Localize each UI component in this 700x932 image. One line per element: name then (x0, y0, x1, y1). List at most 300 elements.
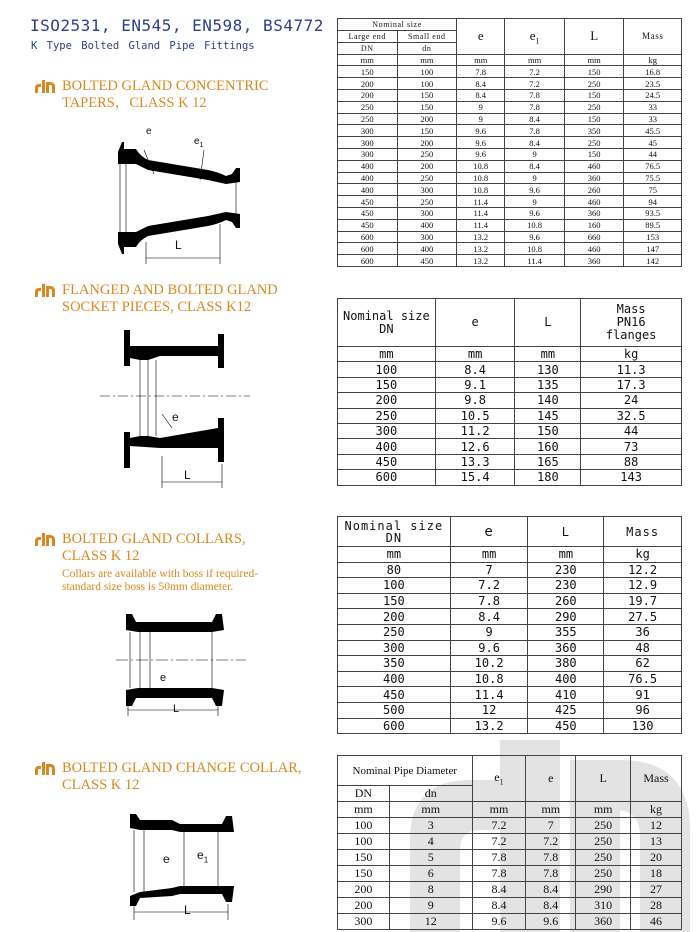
table-row (338, 393, 682, 408)
table-cell: 9 (389, 898, 472, 914)
table-cell: 140 (515, 393, 581, 408)
table-cell: 400 (338, 160, 398, 172)
table-cell: 153 (624, 231, 682, 243)
unit-cell: mm (564, 54, 624, 66)
table-cell: 250 (564, 78, 624, 90)
table-cell: 450 (397, 255, 457, 267)
table-cell: 150 (397, 101, 457, 113)
section-title-line2: CLASS K 12 (62, 548, 140, 564)
table-cell: 180 (515, 470, 581, 485)
unit-cell: mm (450, 547, 528, 563)
table-cell: 7.8 (505, 89, 565, 101)
table-cell: 11.4 (457, 196, 505, 208)
table-cell: 28 (631, 898, 682, 914)
table-cell: 24.5 (624, 89, 682, 101)
table-cell: 400 (397, 243, 457, 255)
unit-cell: mm (338, 802, 390, 818)
table-cell: 10.8 (457, 172, 505, 184)
table-cell: 10.2 (450, 656, 528, 672)
table-cell: 8.4 (472, 882, 526, 898)
table-cell: 8 (389, 882, 472, 898)
header-nominal-pipe-diameter: Nominal Pipe Diameter (338, 756, 473, 786)
table-cell: 13.2 (457, 255, 505, 267)
table-cell: 200 (338, 89, 398, 101)
table-cell: 260 (564, 184, 624, 196)
table-cell: 4 (389, 834, 472, 850)
unit-cell: kg (581, 347, 682, 362)
table-cell: 8.4 (505, 160, 565, 172)
brand-logo-icon (34, 283, 56, 298)
table-cell: 360 (564, 172, 624, 184)
table-cell: 16.8 (624, 66, 682, 78)
table-cell: 93.5 (624, 207, 682, 219)
table-cell: 12 (631, 818, 682, 834)
table-row (338, 834, 682, 850)
socket-piece-drawing (100, 328, 260, 498)
table-row (338, 882, 682, 898)
table-cell: 7.8 (526, 866, 576, 882)
header-dn: dn (389, 786, 472, 802)
table-cell: 8.4 (526, 898, 576, 914)
table-cell: 9 (450, 624, 528, 640)
table-cell: 8.4 (457, 78, 505, 90)
table-cell: 150 (564, 66, 624, 78)
table-cell: 62 (604, 656, 682, 672)
table-row (338, 470, 682, 485)
header-mass: Mass (631, 756, 682, 802)
document-subtitle: K Type Bolted Gland Pipe Fittings (31, 40, 255, 52)
table-cell: 7.2 (472, 818, 526, 834)
table-cell: 7.2 (505, 66, 565, 78)
table-cell: 300 (338, 423, 436, 438)
table-cell: 10.8 (457, 160, 505, 172)
table-cell: 7.2 (505, 78, 565, 90)
table-cell: 400 (338, 671, 451, 687)
table-cell: 400 (338, 184, 398, 196)
table-cell: 11.3 (581, 362, 682, 377)
gland-collar-drawing (116, 610, 246, 720)
header-nominal-size: Nominal size DN (338, 299, 436, 347)
table-row (338, 101, 682, 113)
table-cell: 9.6 (457, 137, 505, 149)
label-L: L (184, 903, 191, 917)
unit-cell: mm (528, 547, 604, 563)
table-cell: 7.8 (472, 866, 526, 882)
units-row (338, 54, 682, 66)
section-title-line1: BOLTED GLAND CHANGE COLLAR, (62, 760, 302, 776)
table-cell: 250 (576, 834, 631, 850)
table-cell: 9.6 (505, 207, 565, 219)
table-cell: 250 (397, 196, 457, 208)
unit-cell: mm (515, 347, 581, 362)
table-cell: 100 (338, 834, 390, 850)
table-cell: 45 (624, 137, 682, 149)
concentric-taper-drawing (108, 124, 258, 274)
table-row (338, 255, 682, 267)
unit-cell: mm (397, 54, 457, 66)
table-cell: 6 (389, 866, 472, 882)
table-cell: 143 (581, 470, 682, 485)
table-cell: 27.5 (604, 609, 682, 625)
table-cell: 300 (397, 184, 457, 196)
table-row (338, 125, 682, 137)
table-cell: 9.6 (505, 231, 565, 243)
table-cell: 100 (338, 362, 436, 377)
unit-cell: mm (505, 54, 565, 66)
table-cell: 75.5 (624, 172, 682, 184)
table-cell: 100 (397, 66, 457, 78)
table-cell: 48 (604, 640, 682, 656)
label-e: e (160, 672, 167, 684)
table-cell: 7 (526, 818, 576, 834)
unit-cell: kg (631, 802, 682, 818)
table-cell: 360 (564, 255, 624, 267)
table-cell: 400 (338, 172, 398, 184)
table-cell: 300 (338, 640, 451, 656)
unit-cell: kg (604, 547, 682, 563)
table-cell: 460 (564, 196, 624, 208)
table-cell: 150 (397, 125, 457, 137)
table-cell: 150 (338, 866, 390, 882)
table-cell: 150 (338, 377, 436, 392)
table-cell: 7.2 (450, 578, 528, 594)
table-cell: 7.8 (457, 66, 505, 78)
table-cell: 400 (528, 671, 604, 687)
table-cell: 9.1 (435, 377, 515, 392)
section-title-concentric (34, 78, 269, 112)
table-cell: 200 (397, 137, 457, 149)
header-L: L (564, 19, 624, 55)
table-cell: 300 (338, 148, 398, 160)
table-cell: 10.8 (457, 184, 505, 196)
table-cell: 8.4 (457, 89, 505, 101)
table-cell: 142 (624, 255, 682, 267)
table-cell: 150 (338, 66, 398, 78)
table-cell: 9.6 (505, 184, 565, 196)
table-row (338, 78, 682, 90)
table-cell: 260 (528, 593, 604, 609)
table-cell: 250 (564, 101, 624, 113)
table-cell: 450 (338, 219, 398, 231)
table-cell: 11.4 (457, 207, 505, 219)
header-small-end-unit: dn (397, 42, 457, 54)
table-cell: 9.6 (457, 125, 505, 137)
section-title-line2: TAPERS，CLASS K 12 (62, 95, 207, 111)
table-row (338, 439, 682, 454)
header-e: e (457, 19, 505, 55)
unit-cell: mm (457, 54, 505, 66)
table-cell: 8.4 (505, 137, 565, 149)
header-e: e (526, 756, 576, 802)
section-title-line2: CLASS K 12 (62, 777, 140, 793)
table-cell: 230 (528, 578, 604, 594)
table-row (338, 231, 682, 243)
table-cell: 7.8 (505, 101, 565, 113)
table-row (338, 850, 682, 866)
table-cell: 13 (631, 834, 682, 850)
table-cell: 94 (624, 196, 682, 208)
header-DN: DN (338, 786, 390, 802)
table-cell: 660 (564, 231, 624, 243)
table-row (338, 454, 682, 469)
table-row (338, 562, 682, 578)
table-cell: 12 (450, 702, 528, 718)
table-cell: 135 (515, 377, 581, 392)
table-cell: 10.5 (435, 408, 515, 423)
table-cell: 380 (528, 656, 604, 672)
table-cell: 76.5 (604, 671, 682, 687)
table-cell: 76.5 (624, 160, 682, 172)
table-cell: 410 (528, 687, 604, 703)
table-cell: 88 (581, 454, 682, 469)
table-cell: 36 (604, 624, 682, 640)
table-row (338, 640, 682, 656)
table-cell: 450 (338, 196, 398, 208)
header-nominal-size: Nominal size (338, 19, 457, 31)
table-cell: 160 (515, 439, 581, 454)
table-cell: 360 (564, 207, 624, 219)
table-cell: 7.8 (450, 593, 528, 609)
table-cell: 13.3 (435, 454, 515, 469)
header-large-end: Large end (338, 31, 398, 43)
table-cell: 7.2 (472, 834, 526, 850)
brand-logo-icon (34, 532, 56, 547)
table-row (338, 377, 682, 392)
table-cell: 100 (338, 818, 390, 834)
table-cell: 200 (397, 113, 457, 125)
table-cell: 12.6 (435, 439, 515, 454)
unit-cell: mm (472, 802, 526, 818)
table-cell: 360 (576, 914, 631, 930)
table-cell: 96 (604, 702, 682, 718)
table-cell: 150 (515, 423, 581, 438)
table-row (338, 687, 682, 703)
table-cell: 150 (564, 113, 624, 125)
collars-note-line1: Collars are available with boss if required- (62, 568, 259, 580)
table-cell: 12 (389, 914, 472, 930)
section-title-line1: FLANGED AND BOLTED GLAND (62, 282, 278, 298)
table-cell: 250 (564, 137, 624, 149)
table-cell: 300 (338, 125, 398, 137)
table-cell: 600 (338, 231, 398, 243)
table-cell: 150 (564, 148, 624, 160)
unit-cell: mm (338, 347, 436, 362)
table-cell: 10.8 (505, 219, 565, 231)
table-cell: 9 (457, 101, 505, 113)
table-cell: 147 (624, 243, 682, 255)
table-row (338, 609, 682, 625)
table-row (338, 89, 682, 101)
table-cell: 13.2 (457, 243, 505, 255)
label-e: e (146, 126, 152, 137)
gland-collar-table (337, 516, 682, 734)
table-cell: 200 (338, 393, 436, 408)
table-cell: 13.2 (450, 718, 528, 734)
table-cell: 355 (528, 624, 604, 640)
table-row (338, 66, 682, 78)
table-cell: 44 (624, 148, 682, 160)
table-row (338, 408, 682, 423)
label-e: e (163, 852, 170, 866)
table-cell: 150 (397, 89, 457, 101)
table-row (338, 818, 682, 834)
table-cell: 8.4 (472, 898, 526, 914)
table-cell: 8.4 (505, 113, 565, 125)
table-cell: 100 (338, 578, 451, 594)
table-row (338, 718, 682, 734)
section-title-collars (34, 531, 246, 565)
table-cell: 89.5 (624, 219, 682, 231)
table-cell: 600 (338, 470, 436, 485)
table-cell: 3 (389, 818, 472, 834)
table-cell: 425 (528, 702, 604, 718)
table-cell: 250 (338, 624, 451, 640)
table-row (338, 207, 682, 219)
table-cell: 10.8 (450, 671, 528, 687)
table-cell: 9.6 (526, 914, 576, 930)
table-cell: 12.2 (604, 562, 682, 578)
table-cell: 11.2 (435, 423, 515, 438)
label-e1: $e_1$ (197, 848, 209, 865)
table-row (338, 914, 682, 930)
table-row (338, 196, 682, 208)
table-cell: 9 (457, 113, 505, 125)
table-cell: 200 (338, 78, 398, 90)
table-cell: 100 (397, 78, 457, 90)
table-cell: 17.3 (581, 377, 682, 392)
table-cell: 360 (528, 640, 604, 656)
table-cell: 300 (338, 137, 398, 149)
table-cell: 400 (397, 219, 457, 231)
table-cell: 600 (338, 718, 451, 734)
unit-cell: mm (389, 802, 472, 818)
units-row (338, 347, 682, 362)
header-e: e (450, 517, 528, 547)
table-cell: 460 (564, 160, 624, 172)
unit-cell: mm (576, 802, 631, 818)
label-e1: $e_1$ (194, 136, 204, 149)
table-cell: 150 (564, 89, 624, 101)
unit-cell: mm (435, 347, 515, 362)
table-cell: 130 (604, 718, 682, 734)
header-L: L (576, 756, 631, 802)
table-cell: 8.4 (526, 882, 576, 898)
table-cell: 91 (604, 687, 682, 703)
document-title: ISO2531, EN545, EN598, BS4772 (30, 16, 324, 35)
table-cell: 10.8 (505, 243, 565, 255)
section-title-line2: SOCKET PIECES, CLASS K12 (62, 299, 252, 315)
table-cell: 13.2 (457, 231, 505, 243)
table-cell: 9.6 (472, 914, 526, 930)
table-cell: 8.4 (450, 609, 528, 625)
table-row (338, 671, 682, 687)
unit-cell: kg (624, 54, 682, 66)
table-row (338, 160, 682, 172)
table-cell: 7 (450, 562, 528, 578)
table-cell: 150 (338, 850, 390, 866)
table-cell: 45.5 (624, 125, 682, 137)
table-cell: 15.4 (435, 470, 515, 485)
header-mass: Mass PN16 flanges (581, 299, 682, 347)
header-e1: $e_1$ (505, 19, 565, 55)
table-cell: 250 (338, 408, 436, 423)
unit-cell: mm (338, 54, 398, 66)
table-cell: 290 (528, 609, 604, 625)
table-cell: 460 (564, 243, 624, 255)
label-L: L (184, 468, 191, 482)
table-cell: 250 (576, 866, 631, 882)
table-row (338, 624, 682, 640)
unit-cell: mm (526, 802, 576, 818)
change-collar-table (337, 755, 682, 930)
header-e1: $e_1$ (472, 756, 526, 802)
brand-logo-icon (34, 79, 56, 94)
table-cell: 32.5 (581, 408, 682, 423)
table-cell: 12.9 (604, 578, 682, 594)
table-cell: 250 (397, 148, 457, 160)
table-cell: 7.8 (526, 850, 576, 866)
table-cell: 450 (338, 454, 436, 469)
table-cell: 450 (528, 718, 604, 734)
table-cell: 9 (505, 196, 565, 208)
table-cell: 250 (338, 101, 398, 113)
section-title-line1: BOLTED GLAND CONCENTRIC (62, 78, 269, 94)
header-small-end: Small end (397, 31, 457, 43)
collars-note (62, 568, 258, 594)
table-cell: 350 (338, 656, 451, 672)
table-row (338, 593, 682, 609)
label-e: e (172, 410, 179, 424)
section-title-line1: BOLTED GLAND COLLARS, (62, 531, 246, 547)
table-row (338, 362, 682, 377)
table-cell: 44 (581, 423, 682, 438)
brand-logo-icon (34, 761, 56, 776)
table-cell: 23.5 (624, 78, 682, 90)
header-L: L (528, 517, 604, 547)
table-cell: 310 (576, 898, 631, 914)
table-cell: 350 (564, 125, 624, 137)
collars-note-line2: standard size boss is 50mm diameter. (62, 581, 234, 593)
table-cell: 160 (564, 219, 624, 231)
header-large-end-unit: DN (338, 42, 398, 54)
table-cell: 24 (581, 393, 682, 408)
table-cell: 165 (515, 454, 581, 469)
units-row (338, 547, 682, 563)
section-title-socket (34, 282, 278, 316)
header-mass: Mass (604, 517, 682, 547)
table-row (338, 578, 682, 594)
table-row (338, 137, 682, 149)
table-cell: 27 (631, 882, 682, 898)
table-cell: 250 (576, 818, 631, 834)
table-cell: 200 (338, 609, 451, 625)
table-cell: 7.8 (505, 125, 565, 137)
table-cell: 73 (581, 439, 682, 454)
header-L: L (515, 299, 581, 347)
table-cell: 200 (338, 882, 390, 898)
header-mass: Mass (624, 19, 682, 55)
table-cell: 46 (631, 914, 682, 930)
table-cell: 33 (624, 113, 682, 125)
table-row (338, 184, 682, 196)
table-row (338, 148, 682, 160)
table-cell: 19.7 (604, 593, 682, 609)
concentric-taper-table (337, 18, 682, 267)
table-cell: 75 (624, 184, 682, 196)
table-cell: 9.6 (457, 148, 505, 160)
table-cell: 300 (397, 231, 457, 243)
table-cell: 250 (576, 850, 631, 866)
